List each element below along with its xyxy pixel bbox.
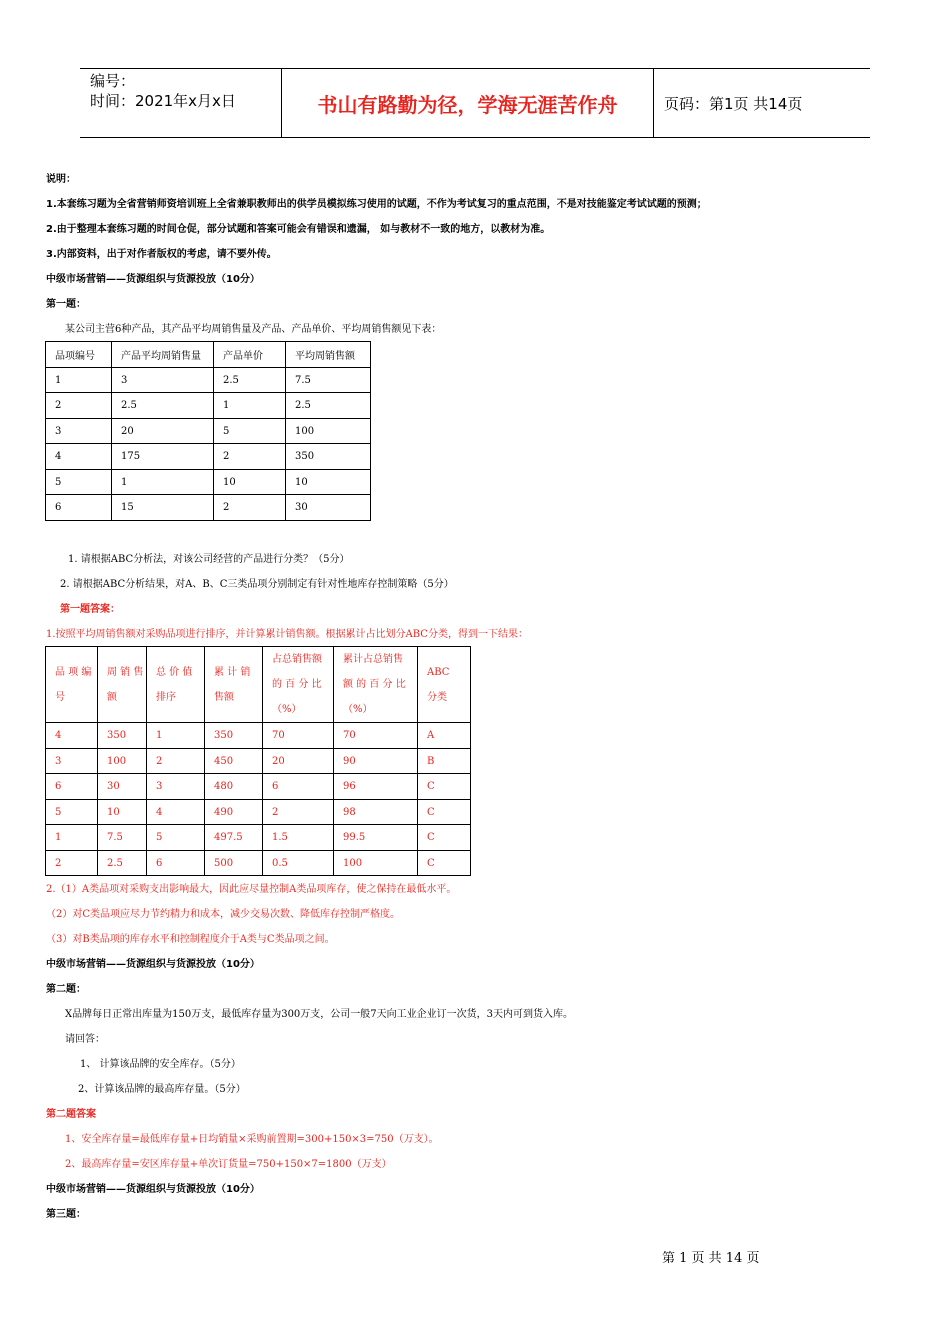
table-header-cell: 累计占总销售 额 的 百 分 比 （%） xyxy=(334,647,418,723)
table-cell: 6 xyxy=(46,774,98,800)
table-cell: 2.5 xyxy=(112,393,214,419)
q2-question: 2、计算该品牌的最高库存量。（5分） xyxy=(78,1084,246,1095)
table-cell: 15 xyxy=(112,495,214,521)
table-cell: 100 xyxy=(334,851,418,876)
q2-intro: X品牌每日正常出库量为150万支，最低库存量为300万支，公司一般7天向工业企业订一次货，3天内可到货入库。 xyxy=(65,1009,574,1020)
table-cell: A xyxy=(418,723,471,749)
table-cell: 4 xyxy=(147,800,205,825)
table-cell: C xyxy=(418,800,471,825)
table-cell: 100 xyxy=(98,749,147,774)
abc-analysis-table xyxy=(45,646,471,876)
table-cell: 4 xyxy=(46,444,112,470)
table-cell: 350 xyxy=(205,723,263,749)
q2-question: 1、 计算该品牌的安全库存。（5分） xyxy=(80,1059,241,1070)
table-cell: 7.5 xyxy=(98,825,147,851)
table-cell: 350 xyxy=(286,444,371,470)
table-row xyxy=(46,800,471,825)
table-cell: 2.5 xyxy=(214,368,286,393)
table-row xyxy=(46,419,371,444)
table-cell: 6 xyxy=(147,851,205,876)
table-cell: 2 xyxy=(263,800,334,825)
header-page-label: 页码：第1页 共14页 xyxy=(664,95,803,113)
table-cell: 1 xyxy=(46,825,98,851)
q2-answer: 1、安全库存量=最低库存量+日均销量×采购前置期=300+150×3=750（万支）。 xyxy=(65,1134,439,1145)
page-footer: 第 1 页 共 14 页 xyxy=(662,1251,760,1266)
table-cell: 2 xyxy=(214,495,286,521)
q1-answer-point: 2.（1）A类品项对采购支出影响最大，因此应尽量控制A类品项库存，使之保持在最低水平。 xyxy=(46,884,457,895)
table-cell: 1 xyxy=(46,368,112,393)
table-cell: 3 xyxy=(46,749,98,774)
table-cell: 1.5 xyxy=(263,825,334,851)
table-cell: 20 xyxy=(112,419,214,444)
table-cell: 96 xyxy=(334,774,418,800)
table-cell: 30 xyxy=(98,774,147,800)
table-header-cell: 品 项 编 号 xyxy=(46,647,98,723)
section-heading: 中级市场营销——货源组织与货源投放（10分） xyxy=(46,959,260,970)
table-cell: 490 xyxy=(205,800,263,825)
note-item: 2.由于整理本套练习题的时间仓促，部分试题和答案可能会有错误和遗漏， 如与教材不一致的地方，以教材为准。 xyxy=(46,224,551,235)
table-cell: 3 xyxy=(112,368,214,393)
table-cell: 10 xyxy=(214,470,286,495)
q1-answer-intro: 1.按照平均周销售额对采购品项进行排序，并计算累计销售额。根据累计占比划分ABC分类，得到一下结果： xyxy=(46,629,528,640)
table-header-cell: 产品单价 xyxy=(214,342,286,368)
q2-prompt: 请回答： xyxy=(65,1034,105,1045)
table-cell: 99.5 xyxy=(334,825,418,851)
table-cell: B xyxy=(418,749,471,774)
table-cell: 1 xyxy=(112,470,214,495)
table-cell: 5 xyxy=(147,825,205,851)
page-header xyxy=(80,68,870,138)
q1-title: 第一题： xyxy=(46,299,86,310)
q1-answer-title: 第一题答案： xyxy=(60,604,120,615)
table-cell: 2.5 xyxy=(286,393,371,419)
q1-answer-point: （3）对B类品项的库存水平和控制程度介于A类与C类品项之间。 xyxy=(46,934,335,945)
table-row xyxy=(46,825,471,851)
table-cell: 6 xyxy=(46,495,112,521)
table-cell: 2 xyxy=(214,444,286,470)
table-header-row xyxy=(46,647,471,723)
product-sales-table xyxy=(45,341,371,521)
q1-answer-point: （2）对C类品项应尽力节约精力和成本，减少交易次数、降低库存控制严格度。 xyxy=(46,909,401,920)
table-cell: 0.5 xyxy=(263,851,334,876)
note-item: 3.内部资料，出于对作者版权的考虑，请不要外传。 xyxy=(46,249,277,260)
table-cell: 20 xyxy=(263,749,334,774)
table-cell: 480 xyxy=(205,774,263,800)
table-cell: 2 xyxy=(147,749,205,774)
table-cell: C xyxy=(418,851,471,876)
table-header-cell: 总 价 值 排序 xyxy=(147,647,205,723)
table-cell: 2 xyxy=(46,851,98,876)
header-info xyxy=(90,71,236,111)
section-heading: 中级市场营销——货源组织与货源投放（10分） xyxy=(46,1184,260,1195)
table-header-row xyxy=(46,342,371,368)
q2-title: 第二题： xyxy=(46,984,86,995)
table-cell: 90 xyxy=(334,749,418,774)
table-cell: 70 xyxy=(263,723,334,749)
table-row xyxy=(46,774,471,800)
table-cell: 6 xyxy=(263,774,334,800)
header-motto: 书山有路勤为径，学海无涯苦作舟 xyxy=(317,93,618,117)
table-cell: 98 xyxy=(334,800,418,825)
number-label: 编号： xyxy=(90,72,136,90)
table-cell: 450 xyxy=(205,749,263,774)
table-cell: 3 xyxy=(147,774,205,800)
table-row xyxy=(46,851,471,876)
table-cell: 7.5 xyxy=(286,368,371,393)
table-row xyxy=(46,444,371,470)
table-cell: 500 xyxy=(205,851,263,876)
q1-question: 1. 请根据ABC分析法，对该公司经营的产品进行分类？（5分） xyxy=(68,554,350,565)
table-cell: 2 xyxy=(46,393,112,419)
table-cell: 70 xyxy=(334,723,418,749)
table-cell: 5 xyxy=(214,419,286,444)
q1-question: 2. 请根据ABC分析结果，对A、B、C三类品项分别制定有针对性地库存控制策略（5分） xyxy=(60,579,454,590)
table-cell: 10 xyxy=(286,470,371,495)
table-cell: 3 xyxy=(46,419,112,444)
table-cell: 100 xyxy=(286,419,371,444)
table-cell: 175 xyxy=(112,444,214,470)
section-heading: 中级市场营销——货源组织与货源投放（10分） xyxy=(46,274,260,285)
table-cell: 5 xyxy=(46,470,112,495)
notes-title: 说明： xyxy=(46,174,76,185)
table-header-cell: 周 销 售 额 xyxy=(98,647,147,723)
table-row xyxy=(46,495,371,521)
table-cell: 2.5 xyxy=(98,851,147,876)
header-divider xyxy=(653,69,654,137)
table-cell: 1 xyxy=(147,723,205,749)
table-cell: 1 xyxy=(214,393,286,419)
table-row xyxy=(46,368,371,393)
table-cell: 10 xyxy=(98,800,147,825)
table-header-cell: 平均周销售额 xyxy=(286,342,371,368)
table-header-cell: 占总销售额 的 百 分 比 （%） xyxy=(263,647,334,723)
table-header-cell: 累 计 销 售额 xyxy=(205,647,263,723)
q2-answer-title: 第二题答案 xyxy=(46,1109,96,1120)
table-header-cell: 产品平均周销售量 xyxy=(112,342,214,368)
table-header-cell: ABC 分类 xyxy=(418,647,471,723)
table-cell: C xyxy=(418,825,471,851)
table-cell: 4 xyxy=(46,723,98,749)
table-row xyxy=(46,393,371,419)
table-cell: 350 xyxy=(98,723,147,749)
time-label: 时间：2021年x月x日 xyxy=(90,92,236,110)
table-row xyxy=(46,723,471,749)
table-header-cell: 品项编号 xyxy=(46,342,112,368)
q1-intro: 某公司主营6种产品，其产品平均周销售量及产品、产品单价、平均周销售额见下表： xyxy=(65,324,442,335)
q3-title: 第三题： xyxy=(46,1209,86,1220)
table-cell: 30 xyxy=(286,495,371,521)
table-cell: 5 xyxy=(46,800,98,825)
q2-answer: 2、最高库存量=安区库存量+单次订货量=750+150×7=1800（万支） xyxy=(65,1159,392,1170)
table-row xyxy=(46,470,371,495)
table-row xyxy=(46,749,471,774)
table-cell: 497.5 xyxy=(205,825,263,851)
note-item: 1.本套练习题为全省营销师资培训班上全省兼职教师出的供学员模拟练习使用的试题，不作为考试复习的重点范围，不是对技能鉴定考试试题的预测； xyxy=(46,199,707,210)
table-cell: C xyxy=(418,774,471,800)
